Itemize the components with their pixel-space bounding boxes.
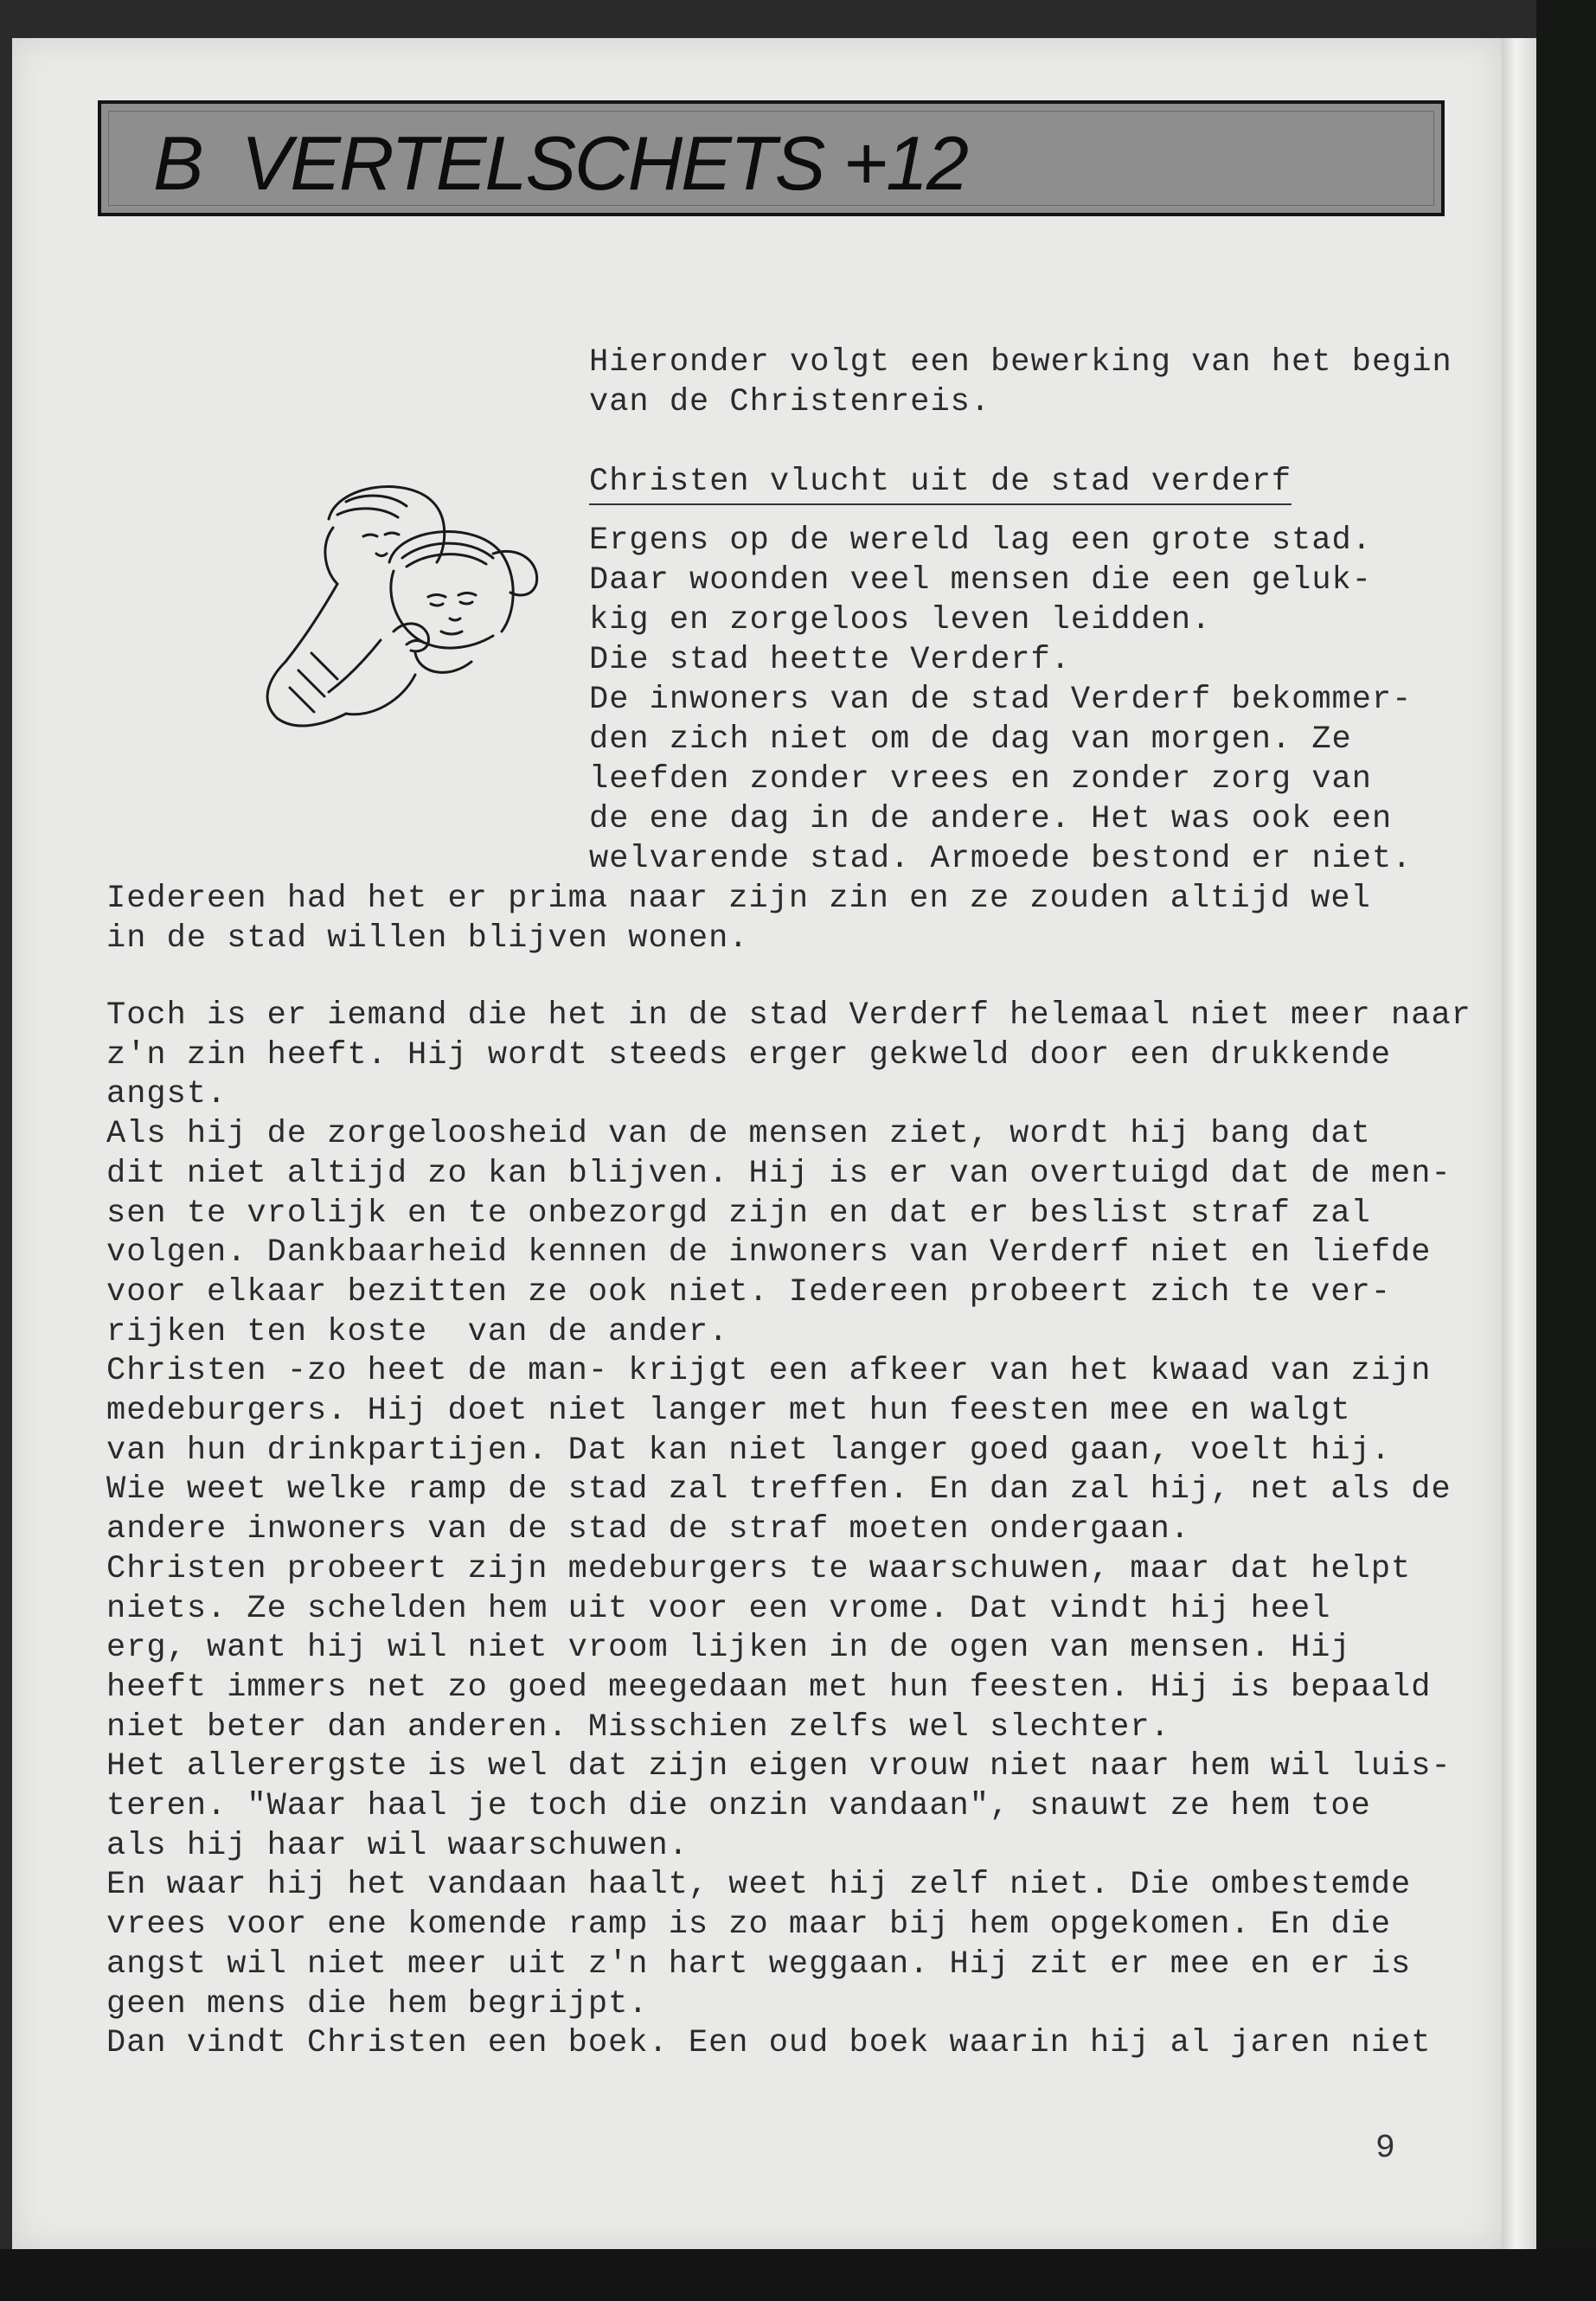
story-paragraph-1-continued: Iedereen had het er prima naar zijn zin en ze zouden altijd wel in de stad willen blijven wonen. — [106, 881, 1371, 957]
page-edge — [1502, 38, 1536, 2249]
two-children-illustration — [234, 467, 562, 744]
intro-text: Hieronder volgt een bewerking van het begin van de Christenreis. — [589, 344, 1452, 420]
bottom-strip — [0, 2249, 1596, 2301]
story-subtitle: Christen vlucht uit de stad verderf — [589, 462, 1292, 505]
page-number: 9 — [1375, 2130, 1395, 2167]
story-paragraph-1: Ergens op de wereld lag een grote stad. Daar woonden veel mensen die een geluk- kig en zorgeloos leven leidden. Die stad heette Verderf. De inwoners van de stad Verderf bekommer- den zich niet om de dag van morgen. Ze leefden zonder vrees en zonder zorg van de ene dag in de andere. Het was ook een welvarende stad. Armoede bestond er niet. — [589, 522, 1413, 877]
binding-strip — [1536, 0, 1596, 2301]
section-title: B VERTELSCHETS +12 — [153, 120, 967, 206]
section-header-bar — [98, 100, 1445, 216]
story-paragraph-2: Toch is er iemand die het in de stad Verderf helemaal niet meer naar z'n zin heeft. Hij wordt steeds erger gekweld door een drukkende angst. Als hij de zorgeloosheid van de mensen ziet, wordt hij bang dat dit niet altijd zo kan blijven. Hij is er van overtuigd dat de men- sen te vrolijk en te onbezorgd zijn en dat er beslist straf zal volgen. Dankbaarheid kennen de inwoners van Verderf niet en liefde voor elkaar bezitten ze ook niet. Iedereen probeert zich te ver- rijken ten koste van de ander. Christen -zo heet de man- krijgt een afkeer van het kwaad van zijn medeburgers. Hij doet niet langer met hun feesten mee en walgt van hun drinkpartijen. Dat kan niet langer goed gaan, voelt hij. Wie weet welke ramp de stad zal treffen. En dan zal hij, net als de andere inwoners van de stad de straf moeten ondergaan. Christen probeert zijn medeburgers te waarschuwen, maar dat helpt niets. Ze schelden hem uit voor een vrome. Dat vindt hij heel erg, want hij wil niet vroom lijken in de ogen van mensen. Hij heeft immers net zo goed meegedaan met hun feesten. Hij is bepaald niet beter dan anderen. Misschien zelfs wel slechter. Het allerergste is wel dat zijn eigen vrouw niet naar hem wil luis- teren. "Waar haal je toch die onzin vandaan", snauwt ze hem toe als hij haar wil waarschuwen. En waar hij het vandaan haalt, weet hij zelf niet. Die ombestemde vrees voor ene komende ramp is zo maar bij hem opgekomen. En die angst wil niet meer uit z'n hart weggaan. Hij zit er mee en er is geen mens die hem begrijpt. Dan vindt Christen een boek. Een oud boek waarin hij al jaren niet — [106, 997, 1471, 2062]
